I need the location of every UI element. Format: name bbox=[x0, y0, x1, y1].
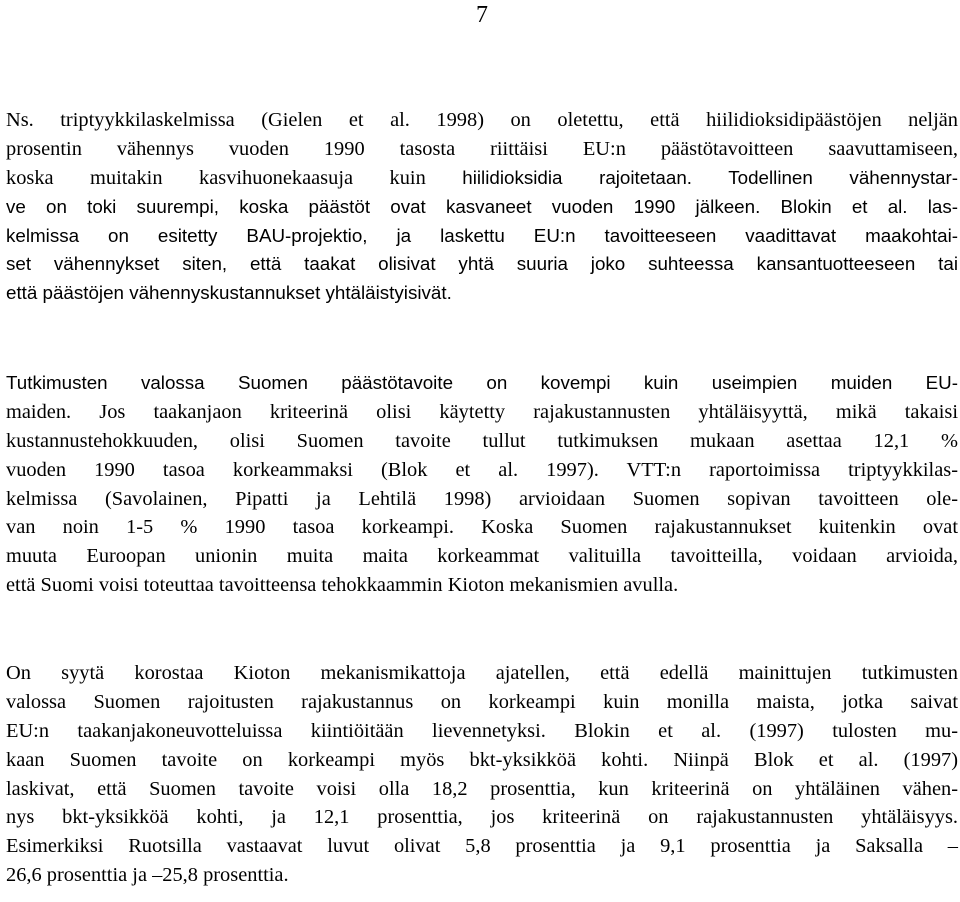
text-line: Ns. triptyykkilaskelmissa (Gielen et al. 1998) on oletettu, että hiilidioksidipäästöjen neljän bbox=[6, 109, 958, 131]
text-line bbox=[6, 164, 958, 193]
text-line: kaan Suomen tavoite on korkeampi myös bkt-yksikköä kohti. Niinpä Blok et al. (1997) bbox=[6, 748, 958, 771]
text-line: EU:n taakanjakoneuvotteluissa kiintiöitään lievennetyksi. Blokin et al. (1997) tulosten mu- bbox=[6, 719, 958, 742]
text-line: Esimerkiksi Ruotsilla vastaavat luvut olivat 5,8 prosenttia ja 9,1 prosenttia ja Saksalla – bbox=[6, 835, 958, 858]
paragraph-1 bbox=[6, 106, 958, 308]
text-line: maiden. Jos taakanjaon kriteerinä olisi käytetty rajakustannusten yhtäläisyyttä, mikä takaisi bbox=[6, 400, 958, 423]
text-line: laskivat, että Suomen tavoite voisi olla 18,2 prosenttia, kun kriteerinä on yhtäläinen vähen- bbox=[6, 777, 958, 800]
page-number: 7 bbox=[476, 2, 488, 28]
text-line: kustannustehokkuuden, olisi Suomen tavoite tullut tutkimuksen mukaan asettaa 12,1 % bbox=[6, 429, 958, 452]
text-line: että Suomi voisi toteuttaa tavoitteensa tehokkaammin Kioton mekanismien avulla. bbox=[6, 574, 679, 597]
text-line: Tutkimusten valossa Suomen päästötavoite on kovempi kuin useimpien muiden EU- bbox=[6, 372, 958, 393]
text-line: vuoden 1990 tasoa korkeammaksi (Blok et al. 1997). VTT:n raportoimissa triptyykkilas- bbox=[6, 458, 958, 481]
text-line: ve on toki suurempi, koska päästöt ovat kasvaneet vuoden 1990 jälkeen. Blokin et al. las- bbox=[6, 195, 958, 217]
text-line: prosentin vähennys vuoden 1990 tasosta riittäisi EU:n päästötavoitteen saavuttamiseen, bbox=[6, 137, 958, 160]
paragraph-2 bbox=[6, 369, 958, 600]
text-line: muuta Euroopan unionin muita maita korkeammat valituilla tavoitteilla, voidaan arvioida, bbox=[6, 545, 958, 568]
text-line: On syytä korostaa Kioton mekanismikattoja ajatellen, että edellä mainittujen tutkimusten bbox=[6, 662, 958, 684]
paragraph-3 bbox=[6, 659, 958, 890]
text-line: valossa Suomen rajoitusten rajakustannus on korkeampi kuin monilla maista, jotka saivat bbox=[6, 690, 958, 713]
text-line: set vähennykset siten, että taakat olisivat yhtä suuria joko suhteessa kansantuotteeseen tai bbox=[6, 253, 958, 275]
text-line: van noin 1-5 % 1990 tasoa korkeampi. Koska Suomen rajakustannukset kuitenkin ovat bbox=[6, 516, 958, 539]
text-line: kelmissa (Savolainen, Pipatti ja Lehtilä 1998) arvioidaan Suomen sopivan tavoitteen ole- bbox=[6, 487, 958, 510]
text-line: että päästöjen vähennyskustannukset yhtäläistyisivät. bbox=[6, 282, 452, 304]
text-line: nys bkt-yksikköä kohti, ja 12,1 prosenttia, jos kriteerinä on rajakustannusten yhtäläisyys. bbox=[6, 806, 958, 829]
text-line-serif-part: koska muitakin kasvihuonekaasuja kuin bbox=[6, 166, 463, 189]
text-line: 26,6 prosenttia ja –25,8 prosenttia. bbox=[6, 864, 289, 887]
text-line: kelmissa on esitetty BAU-projektio, ja laskettu EU:n tavoitteeseen vaadittavat maakohtai- bbox=[6, 224, 958, 246]
text-line-sans-part: hiilidioksidia rajoitetaan. Todellinen vähennystar- bbox=[462, 166, 958, 188]
